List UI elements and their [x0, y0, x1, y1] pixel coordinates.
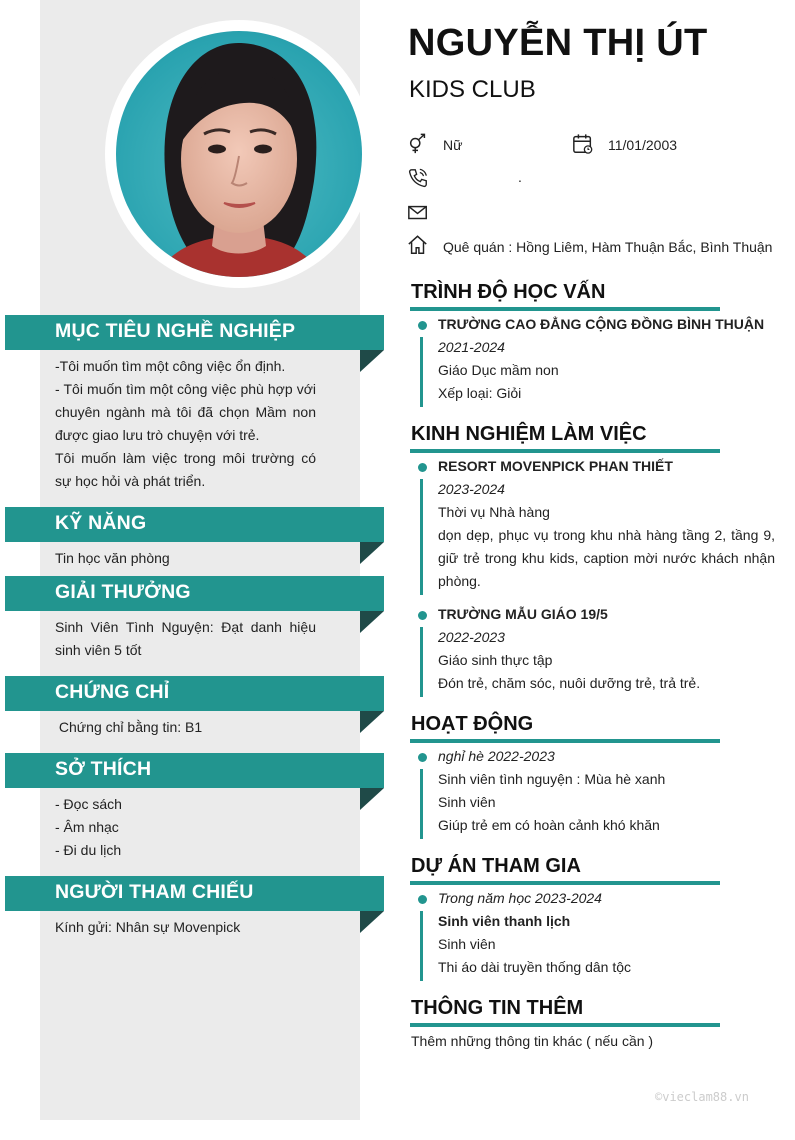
company-name: RESORT MOVENPICK PHAN THIẾT [438, 458, 673, 474]
company-name: TRƯỜNG MẪU GIÁO 19/5 [438, 606, 608, 622]
hobbies-list [55, 793, 316, 862]
hobby-item: - Đọc sách [55, 796, 122, 812]
ribbon-fold [360, 350, 384, 372]
section-title: KỸ NĂNG [55, 512, 147, 534]
skills-text: Tin học văn phòng [55, 550, 170, 566]
job-position: Thời vụ Nhà hàng [438, 504, 550, 520]
education-major: Giáo Dục mầm non [438, 362, 559, 378]
education-grade: Xếp loại: Giỏi [438, 385, 522, 401]
section-title: KINH NGHIỆM LÀM VIỆC [411, 423, 647, 445]
ribbon-fold [360, 542, 384, 564]
ribbon-fold [360, 711, 384, 733]
ribbon-fold [360, 611, 384, 633]
home-icon [407, 234, 429, 256]
address-value: Quê quán : Hồng Liêm, Hàm Thuận Bắc, Bình Thuận [443, 239, 773, 255]
certificates-text: Chứng chỉ bằng tin: B1 [55, 719, 203, 735]
timeline-bar [420, 479, 423, 595]
job-description: dọn dẹp, phục vụ trong khu nhà hàng tầng 2, tầng 9, giữ trẻ trong khu kids, caption mời nước khách nhận phòng. [438, 527, 775, 589]
section-underline [410, 449, 720, 453]
calendar-icon [572, 133, 594, 155]
section-underline [410, 739, 720, 743]
job-period: 2023-2024 [438, 481, 505, 497]
job-description: Đón trẻ, chăm sóc, nuôi dưỡng trẻ, trả trẻ. [438, 675, 701, 691]
timeline-dot [418, 463, 427, 472]
section-title: CHỨNG CHỈ [55, 681, 170, 703]
project-period: Trong năm học 2023-2024 [438, 890, 602, 906]
timeline-bar [420, 337, 423, 407]
objective-line: -Tôi muốn tìm một công việc ổn định. [55, 358, 286, 374]
objective-line: Tôi muốn làm việc trong môi trường có sự học hỏi và phát triển. [55, 450, 316, 489]
candidate-name: NGUYỄN THỊ ÚT [408, 22, 708, 64]
timeline-bar [420, 627, 423, 697]
job-period: 2022-2023 [438, 629, 505, 645]
timeline-dot [418, 753, 427, 762]
awards-text: Sinh Viên Tình Nguyện: Đạt danh hiệu sinh viên 5 tốt [55, 619, 316, 658]
ribbon-fold [360, 911, 384, 933]
section-title: DỰ ÁN THAM GIA [411, 855, 581, 877]
education-period: 2021-2024 [438, 339, 505, 355]
job-title: KIDS CLUB [409, 76, 536, 103]
reference-text: Kính gửi: Nhân sự Movenpick [55, 919, 241, 935]
section-title: SỞ THÍCH [55, 758, 152, 780]
hobby-item: - Đi du lịch [55, 842, 122, 858]
section-underline [410, 881, 720, 885]
activity-org: Sinh viên [438, 794, 496, 810]
section-underline [410, 307, 720, 311]
timeline-bar [420, 911, 423, 981]
phone-value: . [518, 169, 522, 185]
timeline-dot [418, 895, 427, 904]
section-title: HOẠT ĐỘNG [411, 713, 534, 735]
section-title: NGƯỜI THAM CHIẾU [55, 881, 254, 903]
section-underline [410, 1023, 720, 1027]
birthday-value: 11/01/2003 [608, 137, 678, 153]
phone-icon [407, 167, 429, 189]
portrait-photo [116, 31, 362, 277]
project-name: Sinh viên thanh lịch [438, 913, 571, 929]
activity-period: nghỉ hè 2022-2023 [438, 748, 555, 764]
objective-text [55, 355, 316, 493]
more-info-text: Thêm những thông tin khác ( nếu cần ) [411, 1033, 654, 1049]
section-title: GIẢI THƯỞNG [55, 581, 191, 603]
avatar-frame [105, 20, 373, 288]
project-role: Sinh viên [438, 936, 496, 952]
timeline-dot [418, 321, 427, 330]
project-description: Thi áo dài truyền thống dân tộc [438, 959, 632, 975]
timeline-dot [418, 611, 427, 620]
gender-icon [407, 133, 429, 155]
section-title: THÔNG TIN THÊM [411, 997, 584, 1019]
ribbon-fold [360, 788, 384, 810]
avatar [116, 31, 362, 277]
mail-icon [407, 202, 429, 224]
activity-description: Giúp trẻ em có hoàn cảnh khó khăn [438, 817, 660, 833]
section-title: TRÌNH ĐỘ HỌC VẤN [411, 281, 606, 303]
section-title: MỤC TIÊU NGHỀ NGHIỆP [55, 320, 296, 342]
job-position: Giáo sinh thực tập [438, 652, 553, 668]
activity-role: Sinh viên tình nguyện : Mùa hè xanh [438, 771, 666, 787]
watermark: ©vieclam88.vn [655, 1090, 749, 1104]
objective-line: - Tôi muốn tìm một công việc phù hợp với chuyên ngành mà tôi đã chọn Mầm non được giao lưu trò chuyện với trẻ. [55, 381, 316, 443]
timeline-bar [420, 769, 423, 839]
hobby-item: - Âm nhạc [55, 819, 119, 835]
gender-value: Nữ [443, 137, 463, 153]
school-name: TRƯỜNG CAO ĐẲNG CỘNG ĐỒNG BÌNH THUẬN [438, 316, 765, 332]
